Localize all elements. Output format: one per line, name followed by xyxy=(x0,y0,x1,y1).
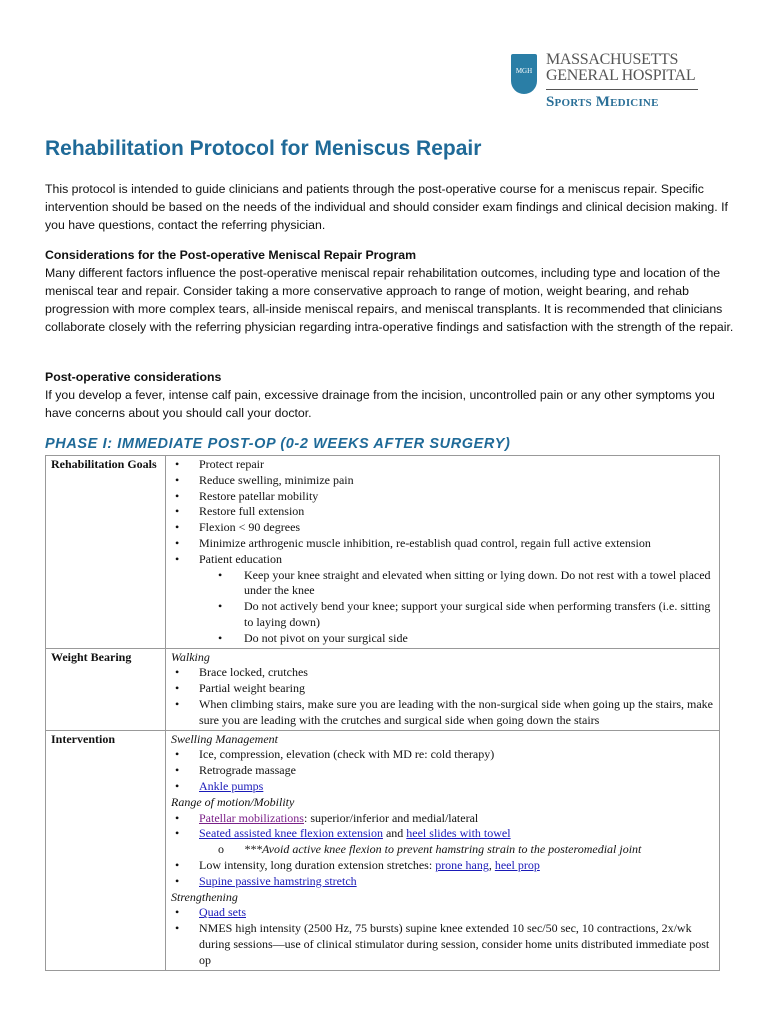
row-content xyxy=(166,730,720,970)
considerations-heading: Considerations for the Post-operative Meniscal Repair Program xyxy=(45,248,417,262)
item-text: Partial weight bearing xyxy=(199,681,305,696)
item-text: Range of motion/Mobility xyxy=(171,794,295,809)
list-item xyxy=(171,552,714,568)
row-label: Intervention xyxy=(46,730,166,970)
list-item xyxy=(171,665,714,681)
list-item xyxy=(171,905,714,921)
mgh-sports-medicine-logo xyxy=(508,52,708,122)
considerations-section xyxy=(45,246,735,336)
row-label: Weight Bearing xyxy=(46,648,166,730)
item-text: Strengthening xyxy=(171,889,238,904)
exercise-link[interactable]: heel prop xyxy=(494,857,540,872)
list-item xyxy=(171,568,714,600)
exercise-link[interactable]: Ankle pumps xyxy=(199,778,264,793)
item-text: Do not actively bend your knee; support your surgical side when performing transfers (i.e. sitting to laying down) xyxy=(244,599,711,629)
row-label: Rehabilitation Goals xyxy=(46,456,166,649)
item-text: Minimize arthrogenic muscle inhibition, re-establish quad control, regain full active extension xyxy=(199,535,651,550)
list-item xyxy=(171,779,714,795)
page-title: Rehabilitation Protocol for Meniscus Repair xyxy=(45,137,482,160)
postop-section xyxy=(45,368,735,422)
item-text: Patient education xyxy=(199,551,282,566)
item-text: Walking xyxy=(171,649,210,664)
item-text: Protect repair xyxy=(199,457,264,471)
table-row xyxy=(46,648,720,730)
postop-heading: Post-operative considerations xyxy=(45,370,222,384)
logo-line-1: MASSACHUSETTS xyxy=(546,51,679,68)
logo-divider xyxy=(546,89,698,90)
list-item xyxy=(171,874,714,890)
table-row xyxy=(46,730,720,970)
item-text: : superior/inferior and medial/lateral xyxy=(303,810,479,825)
item-text: Swelling Management xyxy=(171,731,278,746)
list-item xyxy=(171,631,714,647)
item-text: and xyxy=(382,826,407,841)
list-item xyxy=(171,858,714,874)
list-item xyxy=(171,489,714,505)
list-item xyxy=(171,842,714,858)
list-item xyxy=(171,681,714,697)
exercise-link[interactable]: prone hang xyxy=(435,857,489,872)
list-item xyxy=(171,763,714,779)
phase-table xyxy=(45,455,720,971)
subheading xyxy=(171,732,714,748)
item-text: Ice, compression, elevation (check with MD re: cold therapy) xyxy=(199,747,495,762)
item-text: NMES high intensity (2500 Hz, 75 bursts) supine knee extended 10 sec/50 sec, 10 contractions, 2x/wk during sessions—use of clinical stimulator during session, consider home units distributed immediate post op xyxy=(199,921,710,967)
subheading xyxy=(171,650,714,666)
subheading xyxy=(171,795,714,811)
mgh-shield-icon: MGH xyxy=(511,54,537,94)
considerations-text: Many different factors influence the post-operative meniscal repair rehabilitation outcomes, including type and location of the meniscal tear and repair. Consider taking a more conservative approach to range of motion, weight bearing, and rehab progression with more complex tears, all-inside meniscal repairs, and meniscal transplants. It is recommended that clinicians collaborate closely with the referring physician regarding intra-operative findings and satisfaction with the strength of the repair. xyxy=(45,266,734,334)
logo-line-3: Sports Medicine xyxy=(546,94,659,110)
item-text: , xyxy=(488,857,495,872)
item-text: Flexion < 90 degrees xyxy=(199,520,301,535)
list-item xyxy=(171,697,714,729)
item-text: Keep your knee straight and elevated when sitting or lying down. Do not rest with a towel placed under the knee xyxy=(244,567,711,598)
list-item xyxy=(171,811,714,827)
subheading xyxy=(171,890,714,906)
list-item xyxy=(171,457,714,473)
list-item xyxy=(171,473,714,489)
item-text: Low intensity, long duration extension stretches: xyxy=(199,857,436,872)
exercise-link[interactable]: Quad sets xyxy=(199,905,246,920)
exercise-link[interactable]: Supine passive hamstring stretch xyxy=(199,873,357,888)
list-item xyxy=(171,504,714,520)
postop-text: If you develop a fever, intense calf pain, excessive drainage from the incision, uncontrolled pain or any other symptoms you have concerns about you should call your doctor. xyxy=(45,388,715,420)
item-text: ***Avoid active knee flexion to prevent hamstring strain to the posteromedial joint xyxy=(244,842,642,857)
row-content xyxy=(166,456,720,649)
list-item xyxy=(171,747,714,763)
item-text: When climbing stairs, make sure you are leading with the non-surgical side when going up the stairs, make sure you are leading with the crutches and surgical side when going down the stairs xyxy=(199,696,713,727)
list-item xyxy=(171,536,714,552)
list-item xyxy=(171,921,714,968)
item-text: Restore patellar mobility xyxy=(199,488,319,503)
phase-heading: PHASE I: IMMEDIATE POST-OP (0-2 WEEKS AFTER SURGERY) xyxy=(45,436,511,452)
list-item xyxy=(171,826,714,842)
exercise-link[interactable]: Seated assisted knee flexion extension xyxy=(199,826,383,841)
row-content xyxy=(166,648,720,730)
list-item xyxy=(171,520,714,536)
item-text: Reduce swelling, minimize pain xyxy=(199,472,354,487)
item-text: Do not pivot on your surgical side xyxy=(244,630,408,645)
exercise-link[interactable]: heel slides with towel xyxy=(406,826,511,841)
table-row xyxy=(46,456,720,649)
item-text: Brace locked, crutches xyxy=(199,665,308,680)
logo-line-2: GENERAL HOSPITAL xyxy=(546,67,696,84)
item-text: Restore full extension xyxy=(199,504,305,519)
item-text: Retrograde massage xyxy=(199,763,296,778)
intro-paragraph: This protocol is intended to guide clinicians and patients through the post-operative course for a meniscus repair. Specific intervention should be based on the needs of the individual and should consider exam findings and clinical decision making. If you have questions, contact the referring physician. xyxy=(45,182,728,232)
list-item xyxy=(171,599,714,631)
exercise-link[interactable]: Patellar mobilizations xyxy=(199,810,304,825)
